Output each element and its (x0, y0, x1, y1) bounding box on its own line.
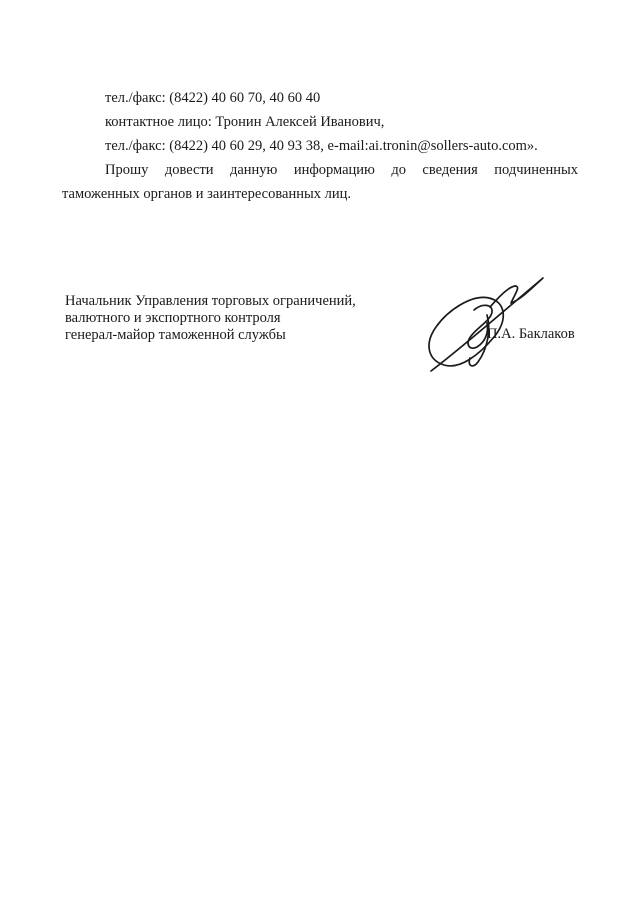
signer-role-line-3: генерал-майор таможенной службы (65, 327, 286, 343)
body-paragraph-line-2: таможенных органов и заинтересованных лиц. (62, 186, 351, 202)
contact-line-phone-1: тел./факс: (8422) 40 60 70, 40 60 40 (105, 90, 321, 106)
body-paragraph-line-1: Прошу довести данную информацию до сведения подчиненных (105, 162, 578, 178)
signer-name: П.А. Баклаков (487, 326, 575, 342)
contact-info-block (105, 86, 585, 158)
contact-line-phone-email: тел./факс: (8422) 40 60 29, 40 93 38, e-mail:ai.tronin@sollers-auto.com». (105, 138, 538, 154)
signer-role-line-1: Начальник Управления торговых ограничений, (65, 293, 356, 309)
body-paragraph (62, 158, 578, 206)
contact-line-person: контактное лицо: Тронин Алексей Иванович, (105, 114, 385, 130)
signer-role-line-2: валютного и экспортного контроля (65, 310, 281, 326)
signer-role-block (65, 293, 395, 344)
